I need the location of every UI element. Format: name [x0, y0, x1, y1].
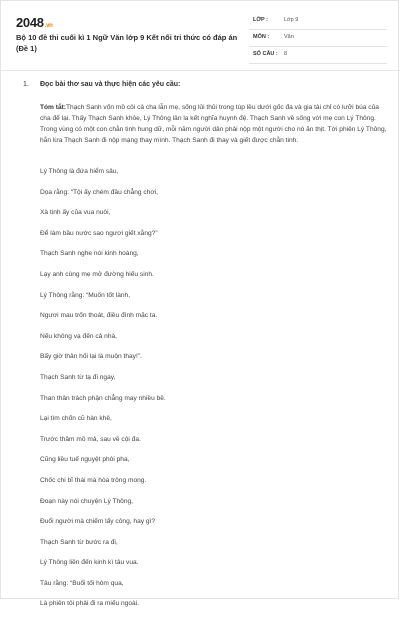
poem-line: Chốc chi bĩ thái mà hòa trông mong. — [40, 476, 147, 484]
poem-line: Dọa rằng: “Tội ấy chém đầu chẳng chơi, — [40, 188, 158, 196]
question-number: 1. — [23, 81, 29, 88]
poem-line: Tâu rằng: “Buổi tối hôm qua, — [40, 579, 124, 587]
site-logo[interactable] — [16, 15, 53, 30]
meta-value-subject: Văn — [284, 34, 294, 40]
meta-label-subject: MÔN : — [253, 34, 270, 40]
poem-line: Lại tìm chốn cũ hàn khê, — [40, 415, 112, 423]
poem-line: Ngươi mau trốn thoát, điều đình mặc ta. — [40, 312, 158, 320]
poem-line: Lý Thông liền đến kinh kì tâu vua. — [40, 559, 139, 567]
poem-line: Lý Thông là đứa hiểm sâu, — [40, 168, 119, 175]
poem-line: Thạch Sanh từ tạ đi ngay, — [40, 373, 116, 381]
logo-text: 2048 — [16, 15, 44, 30]
poem-line: Để làm bầu nước sao ngươi giết xằng?” — [40, 229, 158, 237]
poem-line: Lý Thông rằng: “Muốn tốt lành, — [40, 291, 131, 299]
poem-line: Thạch Sanh nghe nói kinh hoàng, — [40, 250, 139, 258]
poem-line: Nếu không vạ đến cả nhà, — [40, 332, 117, 340]
meta-row-grade — [249, 13, 387, 30]
poem-line: Bấy giờ thân hối lại là muộn thay!”. — [40, 353, 142, 361]
poem-line: Thạch Sanh từ bước ra đi, — [40, 538, 118, 546]
summary-label: Tóm tắt: — [40, 104, 67, 111]
poem-line: Đuổi người mà chiếm lấy công, hay gì? — [40, 518, 156, 526]
question-heading: Đọc bài thơ sau và thực hiện các yêu cầu: — [40, 81, 181, 88]
meta-row-subject — [249, 30, 387, 47]
meta-value-question-count: 8 — [284, 51, 288, 57]
poem-line: Trước thâm mồ mả, sau về cội đa. — [40, 435, 141, 443]
poem-line: Than thân trách phận chẳng may nhiều bề. — [40, 394, 166, 402]
meta-label-question-count: SỐ CÂU : — [253, 51, 278, 57]
header-divider — [0, 70, 400, 71]
poem-line: Lạy anh cùng mẹ mở đường hiếu sinh. — [40, 270, 154, 278]
summary-paragraph — [40, 102, 387, 146]
poem-lines — [40, 166, 380, 619]
page-title: Bộ 10 đề thi cuối kì 1 Ngữ Văn lớp 9 Kết nối tri thức có đáp án (Đề 1) — [16, 33, 238, 53]
poem-line: Xà tinh ấy của vua nuôi, — [40, 209, 111, 217]
poem-line: Cũng liều tuế nguyệt phôi pha, — [40, 456, 130, 464]
poem-line: Là phiên tôi phải đi ra miếu ngoài. — [40, 600, 139, 608]
exam-meta-table — [249, 13, 387, 64]
logo-suffix: .vn — [44, 22, 53, 29]
summary-text: Thạch Sanh vốn mồ côi cả cha lẫn mẹ, sống lủi thủi trong túp lều dưới gốc đa và gia tài chỉ có lưỡi búa của cha để lại. Thấy Thạch Sanh khỏe, Lý Thông lân la kết nghĩa huynh đệ. Thạch Sanh về sống với mẹ con Lý Thông. Trong vùng có một con chằn tinh hung dữ, mỗi năm người dân phải nộp một người cho nó ăn thịt. Tới phiên Lý Thông, hắn lừa Thạch Sanh đi nộp mạng thay mình. Thạch Sanh đi thay và giết được chằn tinh. — [40, 104, 387, 144]
poem-line: Đoạn này nói chuyện Lý Thông, — [40, 497, 133, 505]
header — [0, 0, 400, 64]
meta-row-question-count — [249, 47, 387, 64]
meta-label-grade: LỚP : — [253, 17, 268, 23]
meta-value-grade: Lớp 9 — [284, 17, 299, 23]
